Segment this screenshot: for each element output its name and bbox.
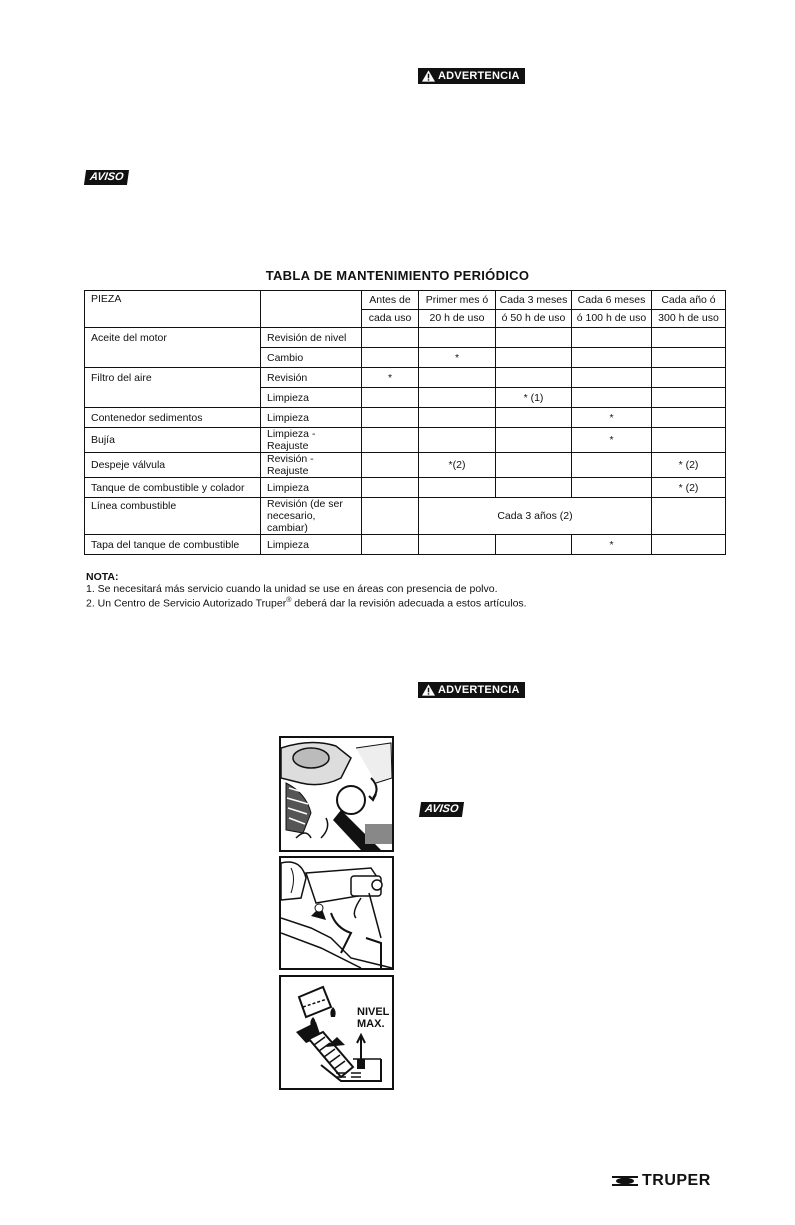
max-label: MAX. — [357, 1018, 385, 1030]
cell-action: Revisión - Reajuste — [261, 453, 362, 478]
header-pieza: PIEZA — [85, 291, 261, 328]
engine-illustration-icon — [281, 738, 392, 850]
maintenance-table — [84, 290, 726, 555]
table-row: Filtro del aire Revisión * — [85, 368, 726, 388]
header-6-meses: Cada 6 meses ó 100 h de uso — [572, 291, 652, 328]
cell-part — [85, 348, 261, 368]
aviso-label: AVISO — [424, 803, 460, 815]
oil-level-illustration — [279, 975, 394, 1090]
cell-part: Tapa del tanque de combustible — [85, 535, 261, 555]
truper-logo-icon — [612, 1175, 638, 1187]
aviso-label: AVISO — [89, 171, 125, 183]
table-row: Tanque de combustible y colador Limpieza * (2) — [85, 478, 726, 498]
cell-part: Bujía — [85, 428, 261, 453]
table-row — [85, 498, 726, 535]
table-row: Bujía Limpieza - Reajuste * — [85, 428, 726, 453]
cell-part — [85, 388, 261, 408]
table-row: Limpieza * (1) — [85, 388, 726, 408]
cell-part: Filtro del aire — [85, 368, 261, 388]
warning-triangle-icon — [422, 684, 435, 696]
table-header-row — [85, 291, 726, 328]
header-antes: Antes de cada uso — [362, 291, 419, 328]
advertencia-badge-top — [418, 68, 525, 84]
header-3-meses: Cada 3 meses ó 50 h de uso — [496, 291, 572, 328]
advertencia-label: ADVERTENCIA — [438, 70, 520, 82]
table-row: Tapa del tanque de combustible Limpieza * — [85, 535, 726, 555]
cell-action: Limpieza — [261, 478, 362, 498]
table-row: Contenedor sedimentos Limpieza * — [85, 408, 726, 428]
cell-part: Línea combustible — [85, 498, 261, 535]
notes-block — [86, 571, 527, 610]
brand-name: TRUPER — [642, 1172, 711, 1189]
truper-logo — [612, 1172, 711, 1190]
cell-action: Revisión de nivel — [261, 328, 362, 348]
oil-fill-icon — [281, 977, 392, 1088]
cell-action: Limpieza — [261, 388, 362, 408]
header-primer-mes: Primer mes ó 20 h de uso — [419, 291, 496, 328]
aviso-badge-top — [84, 170, 130, 185]
cell-action: Limpieza - Reajuste — [261, 428, 362, 453]
note-2: 2. Un Centro de Servicio Autorizado Truper® deberá dar la revisión adecuada a estos artículos. — [86, 597, 527, 610]
note-1: 1. Se necesitará más servicio cuando la unidad se use en áreas con presencia de polvo. — [86, 583, 498, 595]
cell-part: Despeje válvula — [85, 453, 261, 478]
cell-action: Limpieza — [261, 535, 362, 555]
drain-plug-icon — [281, 858, 392, 968]
table-row: Cambio * — [85, 348, 726, 368]
drain-plug-illustration — [279, 856, 394, 970]
nivel-label: NIVEL — [357, 1006, 390, 1018]
table-title: TABLA DE MANTENIMIENTO PERIÓDICO — [265, 268, 530, 283]
notes-title: NOTA: — [86, 571, 119, 583]
cell-span: Cada 3 años (2) — [419, 498, 652, 535]
header-cada-ano: Cada año ó 300 h de uso — [652, 291, 726, 328]
warning-triangle-icon — [422, 70, 435, 82]
cell-part: Contenedor sedimentos — [85, 408, 261, 428]
table-row — [85, 328, 726, 348]
cell-action: Revisión — [261, 368, 362, 388]
cell-action: Cambio — [261, 348, 362, 368]
table-row: Despeje válvula Revisión - Reajuste *(2) * (2) — [85, 453, 726, 478]
cell-action: Revisión (de ser necesario, cambiar) — [261, 498, 362, 535]
cell-action: Limpieza — [261, 408, 362, 428]
engine-oil-cap-illustration — [279, 736, 394, 852]
cell-part: Aceite del motor — [85, 328, 261, 348]
advertencia-label: ADVERTENCIA — [438, 684, 520, 696]
cell-part: Tanque de combustible y colador — [85, 478, 261, 498]
header-action — [261, 291, 362, 328]
aviso-badge-bottom — [419, 802, 465, 817]
advertencia-badge-bottom — [418, 682, 525, 698]
